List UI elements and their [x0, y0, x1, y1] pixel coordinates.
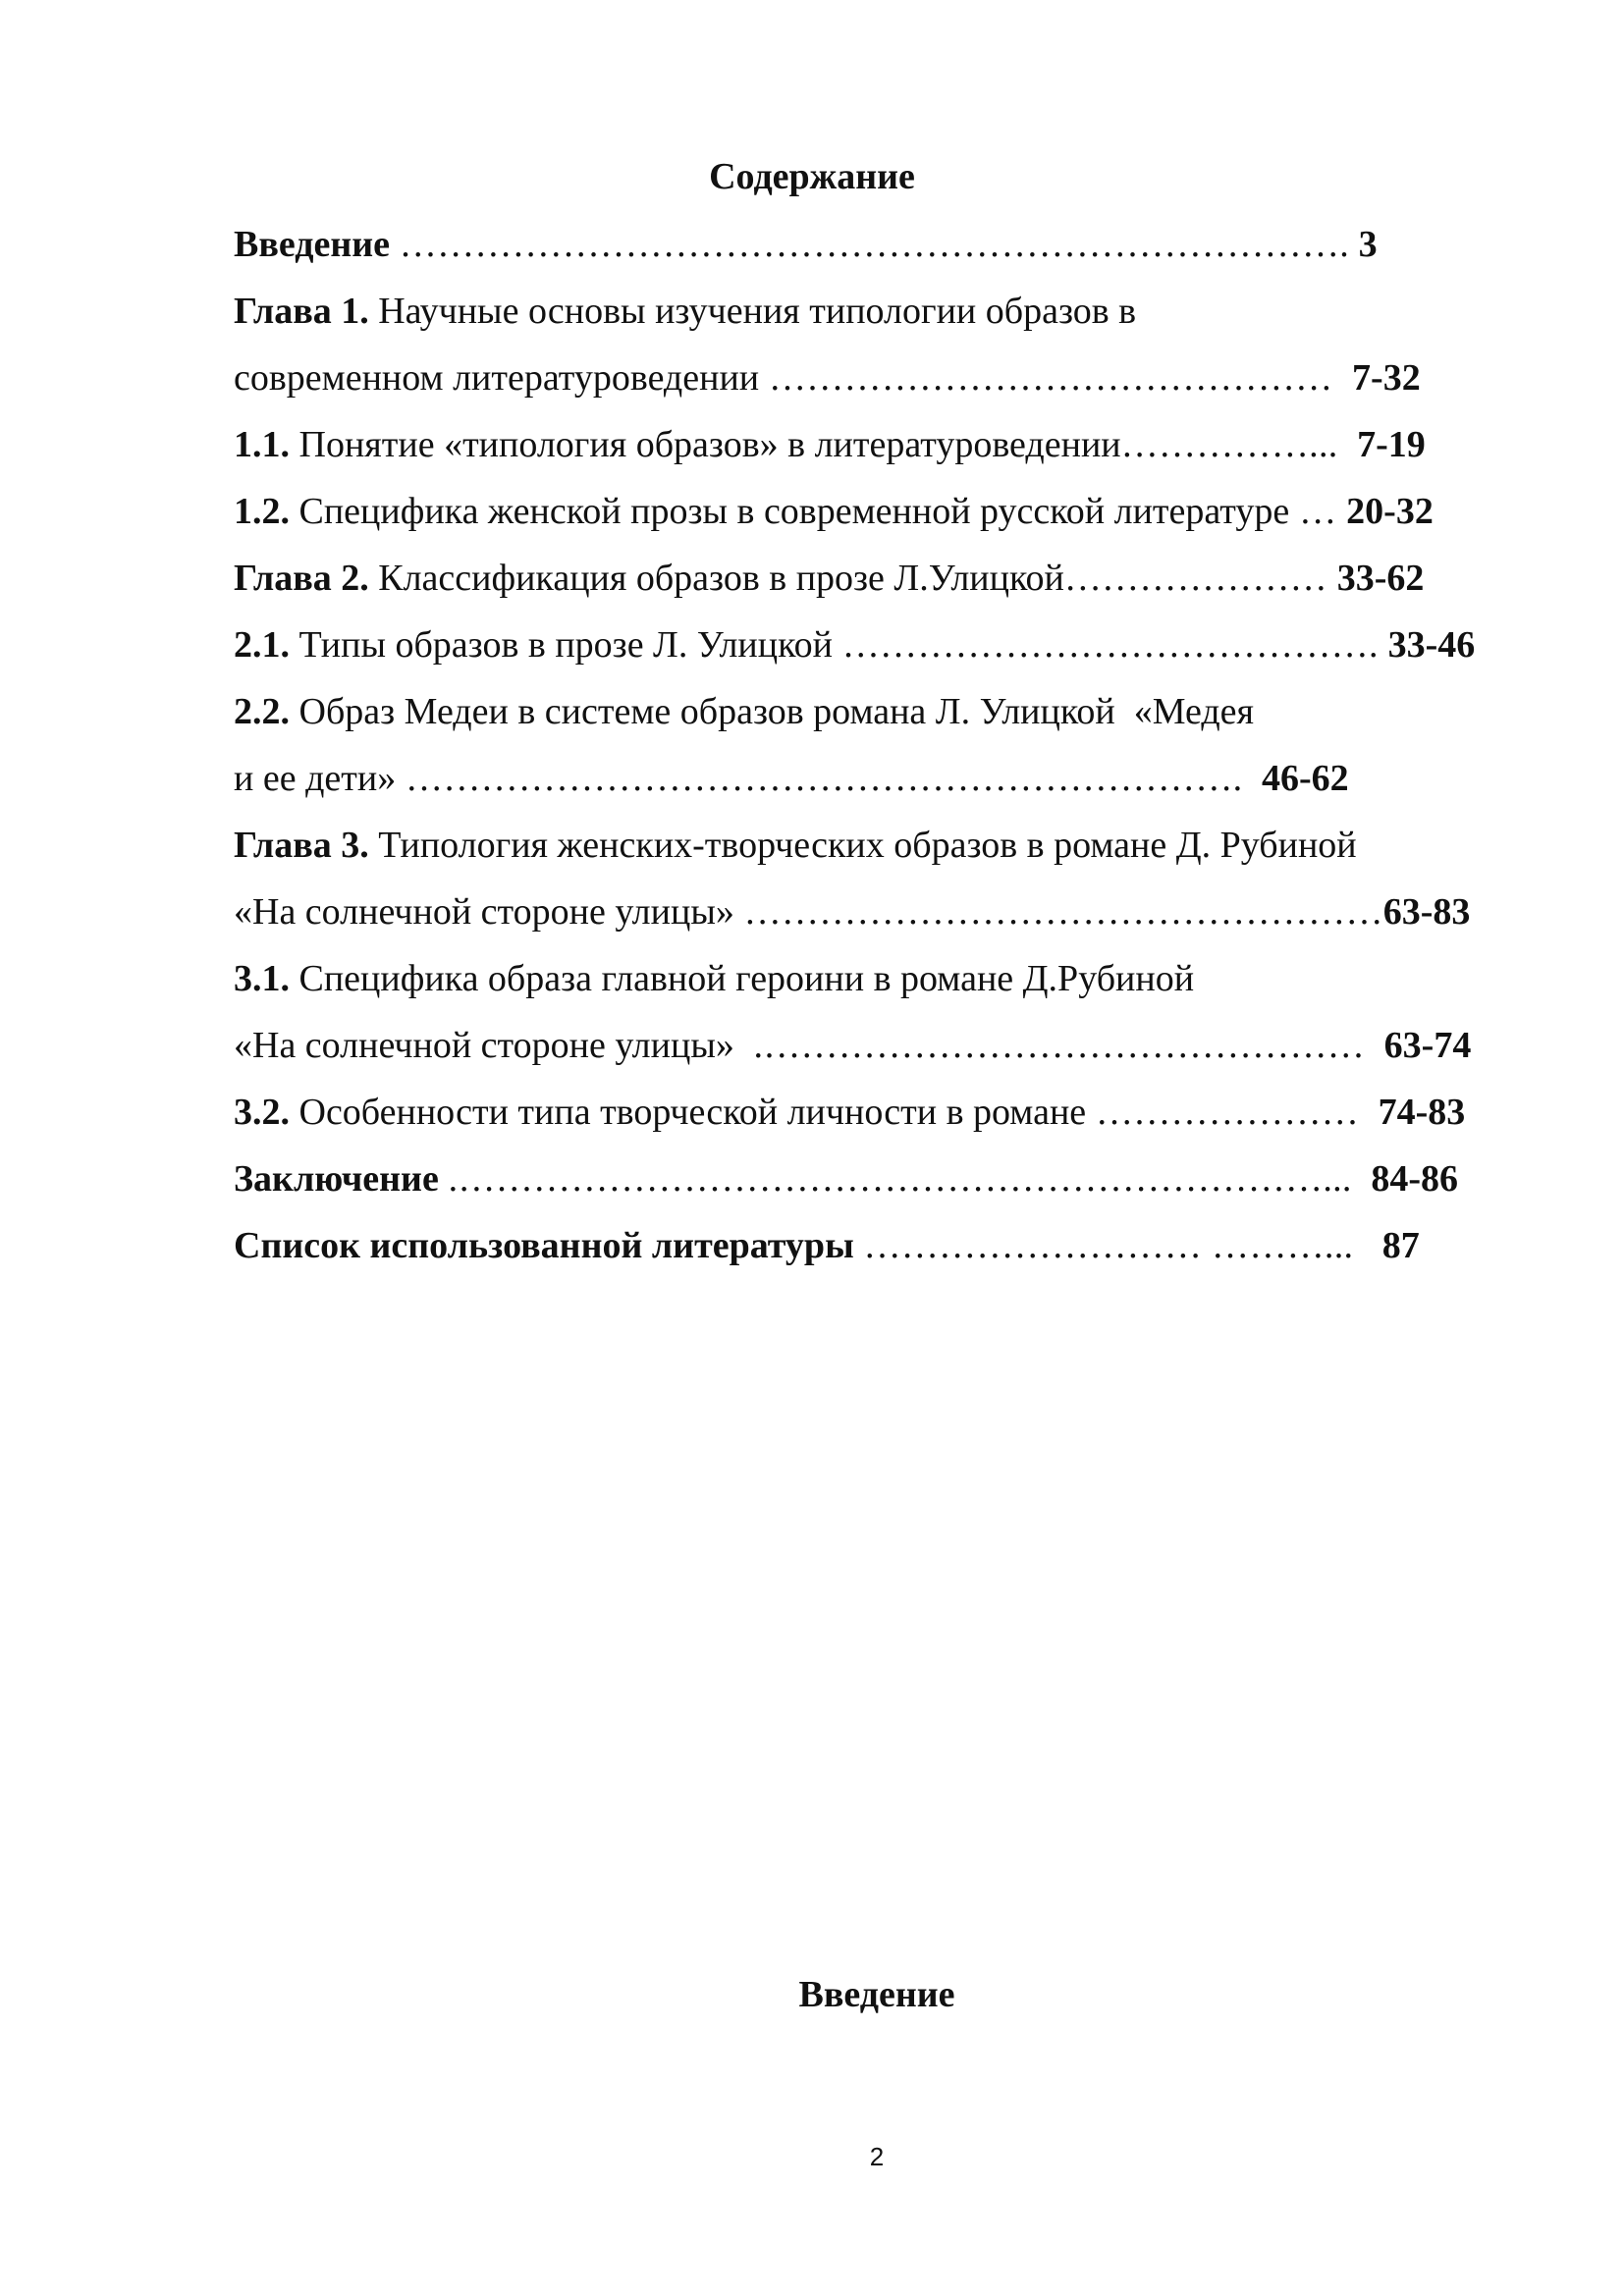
toc-leader-dots: ……………... [1120, 424, 1358, 465]
toc-page-range: 87 [1381, 1225, 1420, 1266]
toc-entry-title: Типы образов в прозе Л. Улицкой [290, 624, 833, 666]
toc-page-range: 84-86 [1371, 1158, 1458, 1200]
toc-entry-number: 2.2. [234, 691, 290, 732]
toc-leader-dots: ……………………… ………... [853, 1225, 1382, 1266]
toc-entry-number: Введение [234, 224, 390, 265]
section-heading-introduction: Введение [798, 1974, 955, 2015]
toc-entry-title: Специфика женской прозы в современной русской литературе [290, 491, 1290, 532]
toc-entry-title: и ее дети» [234, 758, 397, 799]
toc-entry-number: Глава 1. [234, 291, 369, 332]
toc-entry-title: Классификация образов в прозе Л.Улицкой [368, 558, 1064, 599]
toc-line [234, 351, 1510, 418]
toc-line [234, 819, 1510, 885]
toc-page-range: 74-83 [1378, 1092, 1466, 1133]
toc-entry-title: Научные основы изучения типологии образов в [368, 291, 1137, 332]
toc-leader-dots: ………………… [1063, 558, 1337, 599]
toc-entry-number: 3.1. [234, 958, 290, 999]
toc-entry-number: 1.1. [234, 424, 290, 465]
toc-line [234, 285, 1510, 351]
toc-page-range: 63-83 [1382, 891, 1471, 933]
toc-page-range: 63-74 [1383, 1025, 1472, 1066]
toc-leader-dots: ………………… [1086, 1092, 1379, 1133]
toc-entry-number: Заключение [234, 1158, 439, 1200]
toc-line [234, 685, 1510, 752]
toc-leader-dots: ……………………………………. [832, 624, 1388, 666]
page-number: 2 [869, 2142, 885, 2171]
toc-line [234, 618, 1510, 685]
toc-page-range: 20-32 [1346, 491, 1434, 532]
toc-leader-dots: ……………………………………… [759, 357, 1353, 399]
toc-entry-title: Образ Медеи в системе образов романа Л. Улицкой «Медея [290, 691, 1255, 732]
toc-leader-dots: .……………………………………………………………... [438, 1158, 1372, 1200]
table-of-contents [234, 218, 1510, 1286]
toc-leader-dots: …………………………………………… [733, 891, 1383, 933]
toc-entry-title: «На солнечной стороне улицы» [234, 1025, 734, 1066]
toc-line [234, 552, 1510, 618]
toc-line [234, 952, 1510, 1019]
toc-leader-dots: …………………………………………………………………. [389, 224, 1350, 265]
toc-line [234, 1086, 1510, 1152]
toc-page-range: 7-32 [1352, 357, 1421, 399]
toc-line [234, 1219, 1510, 1286]
toc-line [234, 885, 1510, 952]
toc-entry-title: современном литературоведении [234, 357, 760, 399]
toc-line [234, 1019, 1510, 1086]
toc-line [234, 418, 1510, 485]
toc-entry-number: 1.2. [234, 491, 290, 532]
toc-entry-title: Специфика образа главной героини в романе Д.Рубиной [290, 958, 1195, 999]
toc-title: Содержание [709, 156, 915, 197]
toc-entry-number: Глава 2. [234, 558, 369, 599]
toc-entry-number: 2.1. [234, 624, 290, 666]
toc-line [234, 1152, 1510, 1219]
toc-line [234, 485, 1510, 552]
toc-page-range: 33-62 [1336, 558, 1425, 599]
toc-entry-title: Типология женских-творческих образов в романе Д. Рубиной [368, 825, 1357, 866]
toc-page-range: 46-62 [1262, 758, 1349, 799]
toc-entry-title: Понятие «типология образов» в литературоведении [290, 424, 1121, 465]
toc-entry-number: Список использованной литературы [234, 1225, 854, 1266]
toc-page-range: 7-19 [1357, 424, 1426, 465]
toc-page-range: 33-46 [1387, 624, 1476, 666]
toc-entry-title: «На солнечной стороне улицы» [234, 891, 734, 933]
toc-entry-number: Глава 3. [234, 825, 369, 866]
toc-leader-dots: .………………………………………… [733, 1025, 1384, 1066]
toc-line [234, 752, 1510, 819]
toc-entry-number: 3.2. [234, 1092, 290, 1133]
toc-leader-dots: … [1289, 491, 1347, 532]
toc-entry-title: Особенности типа творческой личности в романе [290, 1092, 1087, 1133]
toc-line [234, 218, 1510, 285]
toc-leader-dots: …………………………………………………………. [396, 758, 1263, 799]
toc-page-range: 3 [1349, 224, 1378, 265]
